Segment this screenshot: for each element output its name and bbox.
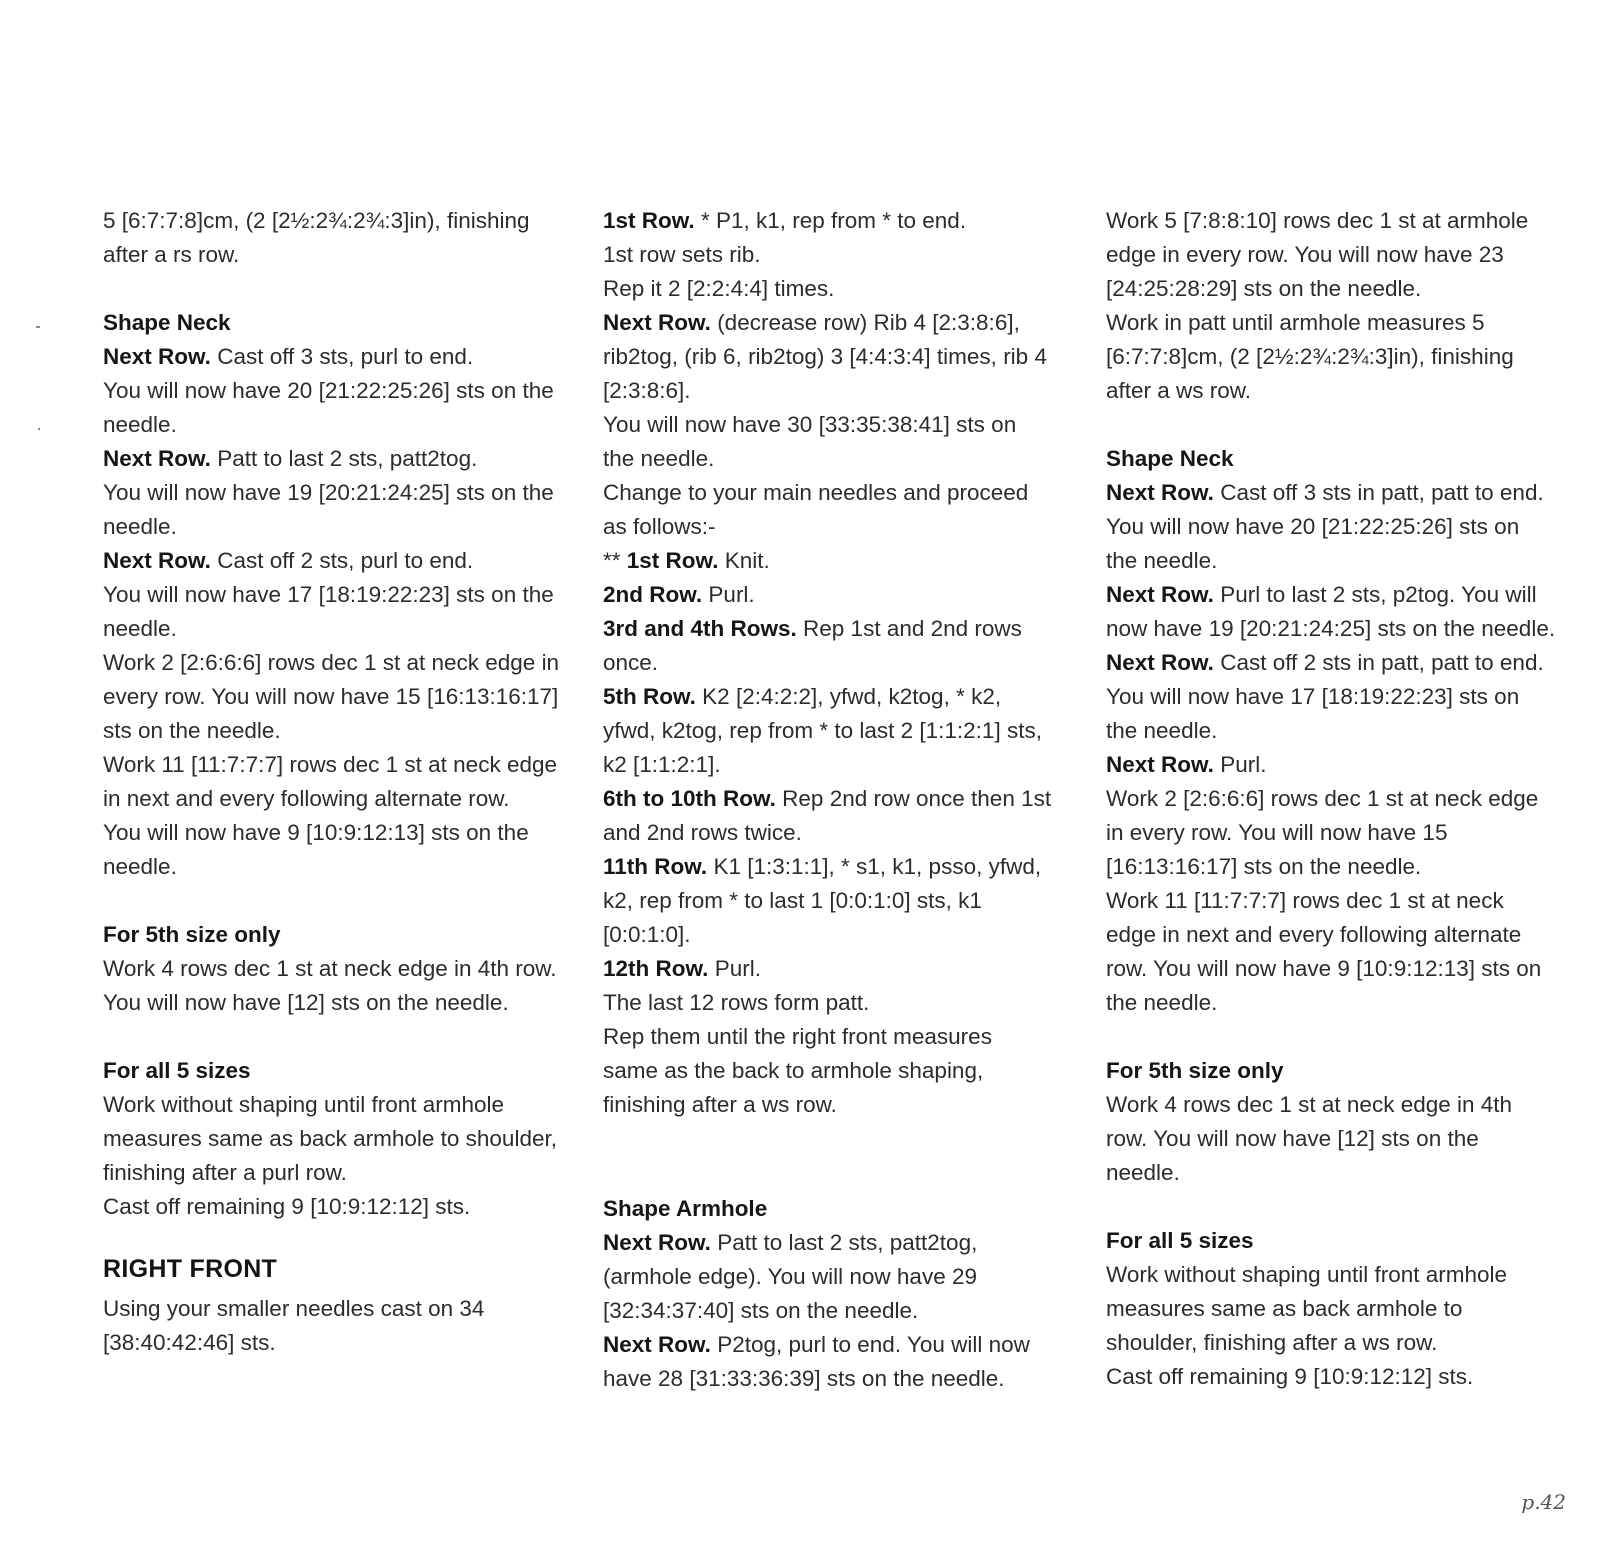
paragraph-all-sizes: Work without shaping until front armhole measures same as back armhole to shoulder, finishing after a ws row. (1106, 1262, 1508, 1355)
row-label: 1st Row. (626, 548, 719, 573)
row-text: Rep 2nd row once then 1st and 2nd rows twice. (603, 786, 1052, 845)
stitch-count: You will now have 30 [33:35:38:41] sts on the needle. (603, 412, 1017, 471)
row-text: K2 [2:4:2:2], yfwd, k2tog, * k2, yfwd, k2tog, rep from * to last 2 [1:1:2:1] sts, k2 [1:1:2:1]. (603, 684, 1042, 777)
row-text: Cast off 2 sts, purl to end. (210, 548, 474, 573)
scan-mark (36, 326, 40, 328)
paragraph-cast-on: Using your smaller needles cast on 34 [38:40:42:46] sts. (103, 1296, 485, 1355)
row-instruction (1106, 646, 1556, 748)
stitch-count: You will now have 19 [20:21:24:25] sts on the needle. (103, 480, 554, 539)
row-instruction (603, 204, 1053, 238)
heading-5th-size: For 5th size only (103, 922, 281, 947)
paragraph-work: Work 11 [11:7:7:7] rows dec 1 st at neck edge in next and every following alternate row. You will now have 9 [10:9:12:13] sts on the needle. (1106, 888, 1542, 1015)
row-text: Purl. (1213, 752, 1267, 777)
row-label: Next Row. (603, 310, 711, 335)
row-text: Purl to last 2 sts, p2tog. You will now have 19 [20:21:24:25] sts on the needle. (1106, 582, 1556, 641)
row-instruction (603, 782, 1053, 850)
paragraph-5th-size: Work 4 rows dec 1 st at neck edge in 4th row. You will now have [12] sts on the needle. (1106, 1092, 1513, 1185)
row-instruction (1106, 748, 1556, 782)
row-instruction (603, 680, 1053, 782)
row-label: 11th Row. (603, 854, 708, 879)
column-right (1106, 204, 1556, 1394)
paragraph-work: Work 2 [2:6:6:6] rows dec 1 st at neck edge in every row. You will now have 15 [16:13:16:17] sts on the needle. (103, 650, 560, 743)
row-text: Cast off 2 sts in patt, patt to end. You will now have 17 [18:19:22:23] sts on the needle. (1106, 650, 1544, 743)
paragraph-5th-size: Work 4 rows dec 1 st at neck edge in 4th row. You will now have [12] sts on the needle. (103, 956, 557, 1015)
scan-mark (38, 428, 40, 430)
row-label: 5th Row. (603, 684, 696, 709)
row-label: Next Row. (603, 1230, 711, 1255)
row-text: P2tog, purl to end. You will now have 28 [31:33:36:39] sts on the needle. (603, 1332, 1030, 1391)
row-text: Cast off 3 sts, purl to end. (210, 344, 474, 369)
row-text: Purl. (702, 582, 755, 607)
row-instruction (603, 1226, 1053, 1328)
heading-shape-armhole: Shape Armhole (603, 1196, 768, 1221)
row-text: Cast off 3 sts in patt, patt to end. You will now have 20 [21:22:25:26] sts on the needle. (1106, 480, 1544, 573)
row-instruction (103, 340, 573, 374)
row-text: (decrease row) Rib 4 [2:3:8:6], rib2tog, (rib 6, rib2tog) 3 [4:4:3:4] times, rib 4 [2:3:8:6]. (603, 310, 1047, 403)
row-label: Next Row. (1106, 480, 1214, 505)
paragraph-work: Work 11 [11:7:7:7] rows dec 1 st at neck edge in next and every following alternate row. (103, 752, 557, 811)
row-instruction (603, 612, 1053, 680)
row-text: K1 [1:3:1:1], * s1, k1, psso, yfwd, k2, rep from * to last 1 [0:0:1:0] sts, k1 [0:0:1:0]. (603, 854, 1042, 947)
heading-shape-neck: Shape Neck (1106, 446, 1234, 471)
row-label: Next Row. (103, 344, 211, 369)
column-middle (603, 204, 1053, 1396)
stitch-count: You will now have 9 [10:9:12:13] sts on the needle. (103, 820, 529, 879)
row-text: Rep 1st and 2nd rows once. (603, 616, 1022, 675)
paragraph-sets-rib: 1st row sets rib. (603, 242, 761, 267)
row-label: 6th to 10th Row. (603, 786, 776, 811)
heading-5th-size: For 5th size only (1106, 1058, 1284, 1083)
row-text: Purl. (708, 956, 761, 981)
page-number: p.42 (1521, 1490, 1566, 1514)
paragraph-work-armhole: Work 5 [7:8:8:10] rows dec 1 st at armhole edge in every row. You will now have 23 [24:25:28:29] sts on the needle. (1106, 208, 1529, 301)
paragraph-work: Work 2 [2:6:6:6] rows dec 1 st at neck edge in every row. You will now have 15 [16:13:16:17] sts on the needle. (1106, 786, 1539, 879)
row-label: Next Row. (603, 1332, 711, 1357)
row-text: * P1, k1, rep from * to end. (694, 208, 967, 233)
row-label: 2nd Row. (603, 582, 703, 607)
row-prefix: ** (603, 548, 627, 573)
heading-all-sizes: For all 5 sizes (103, 1058, 251, 1083)
paragraph-rep-them: Rep them until the right front measures same as the back to armhole shaping, finishing after a ws row. (603, 1024, 992, 1117)
heading-all-sizes: For all 5 sizes (1106, 1228, 1254, 1253)
paragraph-cast-off: Cast off remaining 9 [10:9:12:12] sts. (103, 1194, 471, 1219)
paragraph-all-sizes: Work without shaping until front armhole measures same as back armhole to shoulder, finishing after a purl row. (103, 1092, 557, 1185)
row-text: Knit. (718, 548, 770, 573)
row-label: 12th Row. (603, 956, 709, 981)
paragraph-repeat: Rep it 2 [2:2:4:4] times. (603, 276, 835, 301)
row-instruction (603, 952, 1053, 986)
row-label: Next Row. (1106, 752, 1214, 777)
row-instruction (603, 306, 1053, 408)
row-label: 3rd and 4th Rows. (603, 616, 797, 641)
section-title-right-front: RIGHT FRONT (103, 1255, 278, 1283)
row-instruction (1106, 578, 1556, 646)
column-left (103, 204, 573, 1360)
paragraph-change-needles: Change to your main needles and proceed as follows:- (603, 480, 1029, 539)
paragraph-measure: 5 [6:7:7:8]cm, (2 [2½:2¾:2¾:3]in), finishing after a rs row. (103, 208, 530, 267)
paragraph-cast-off: Cast off remaining 9 [10:9:12:12] sts. (1106, 1364, 1474, 1389)
row-instruction (603, 578, 1053, 612)
row-label: Next Row. (1106, 650, 1214, 675)
row-instruction (603, 850, 1053, 952)
row-instruction (103, 544, 573, 578)
row-label: Next Row. (103, 446, 211, 471)
row-label: Next Row. (103, 548, 211, 573)
row-text: Patt to last 2 sts, patt2tog. (210, 446, 478, 471)
heading-shape-neck: Shape Neck (103, 310, 231, 335)
stitch-count: You will now have 20 [21:22:25:26] sts on the needle. (103, 378, 554, 437)
row-instruction (603, 1328, 1053, 1396)
row-instruction (103, 442, 573, 476)
row-label: Next Row. (1106, 582, 1214, 607)
row-text: Patt to last 2 sts, patt2tog, (armhole edge). You will now have 29 [32:34:37:40] sts on the needle. (603, 1230, 978, 1323)
row-label: 1st Row. (603, 208, 695, 233)
paragraph-last-12: The last 12 rows form patt. (603, 990, 870, 1015)
stitch-count: You will now have 17 [18:19:22:23] sts on the needle. (103, 582, 554, 641)
row-instruction (1106, 476, 1556, 578)
paragraph-patt: Work in patt until armhole measures 5 [6:7:7:8]cm, (2 [2½:2¾:2¾:3]in), finishing after a ws row. (1106, 310, 1514, 403)
row-instruction (603, 544, 1053, 578)
